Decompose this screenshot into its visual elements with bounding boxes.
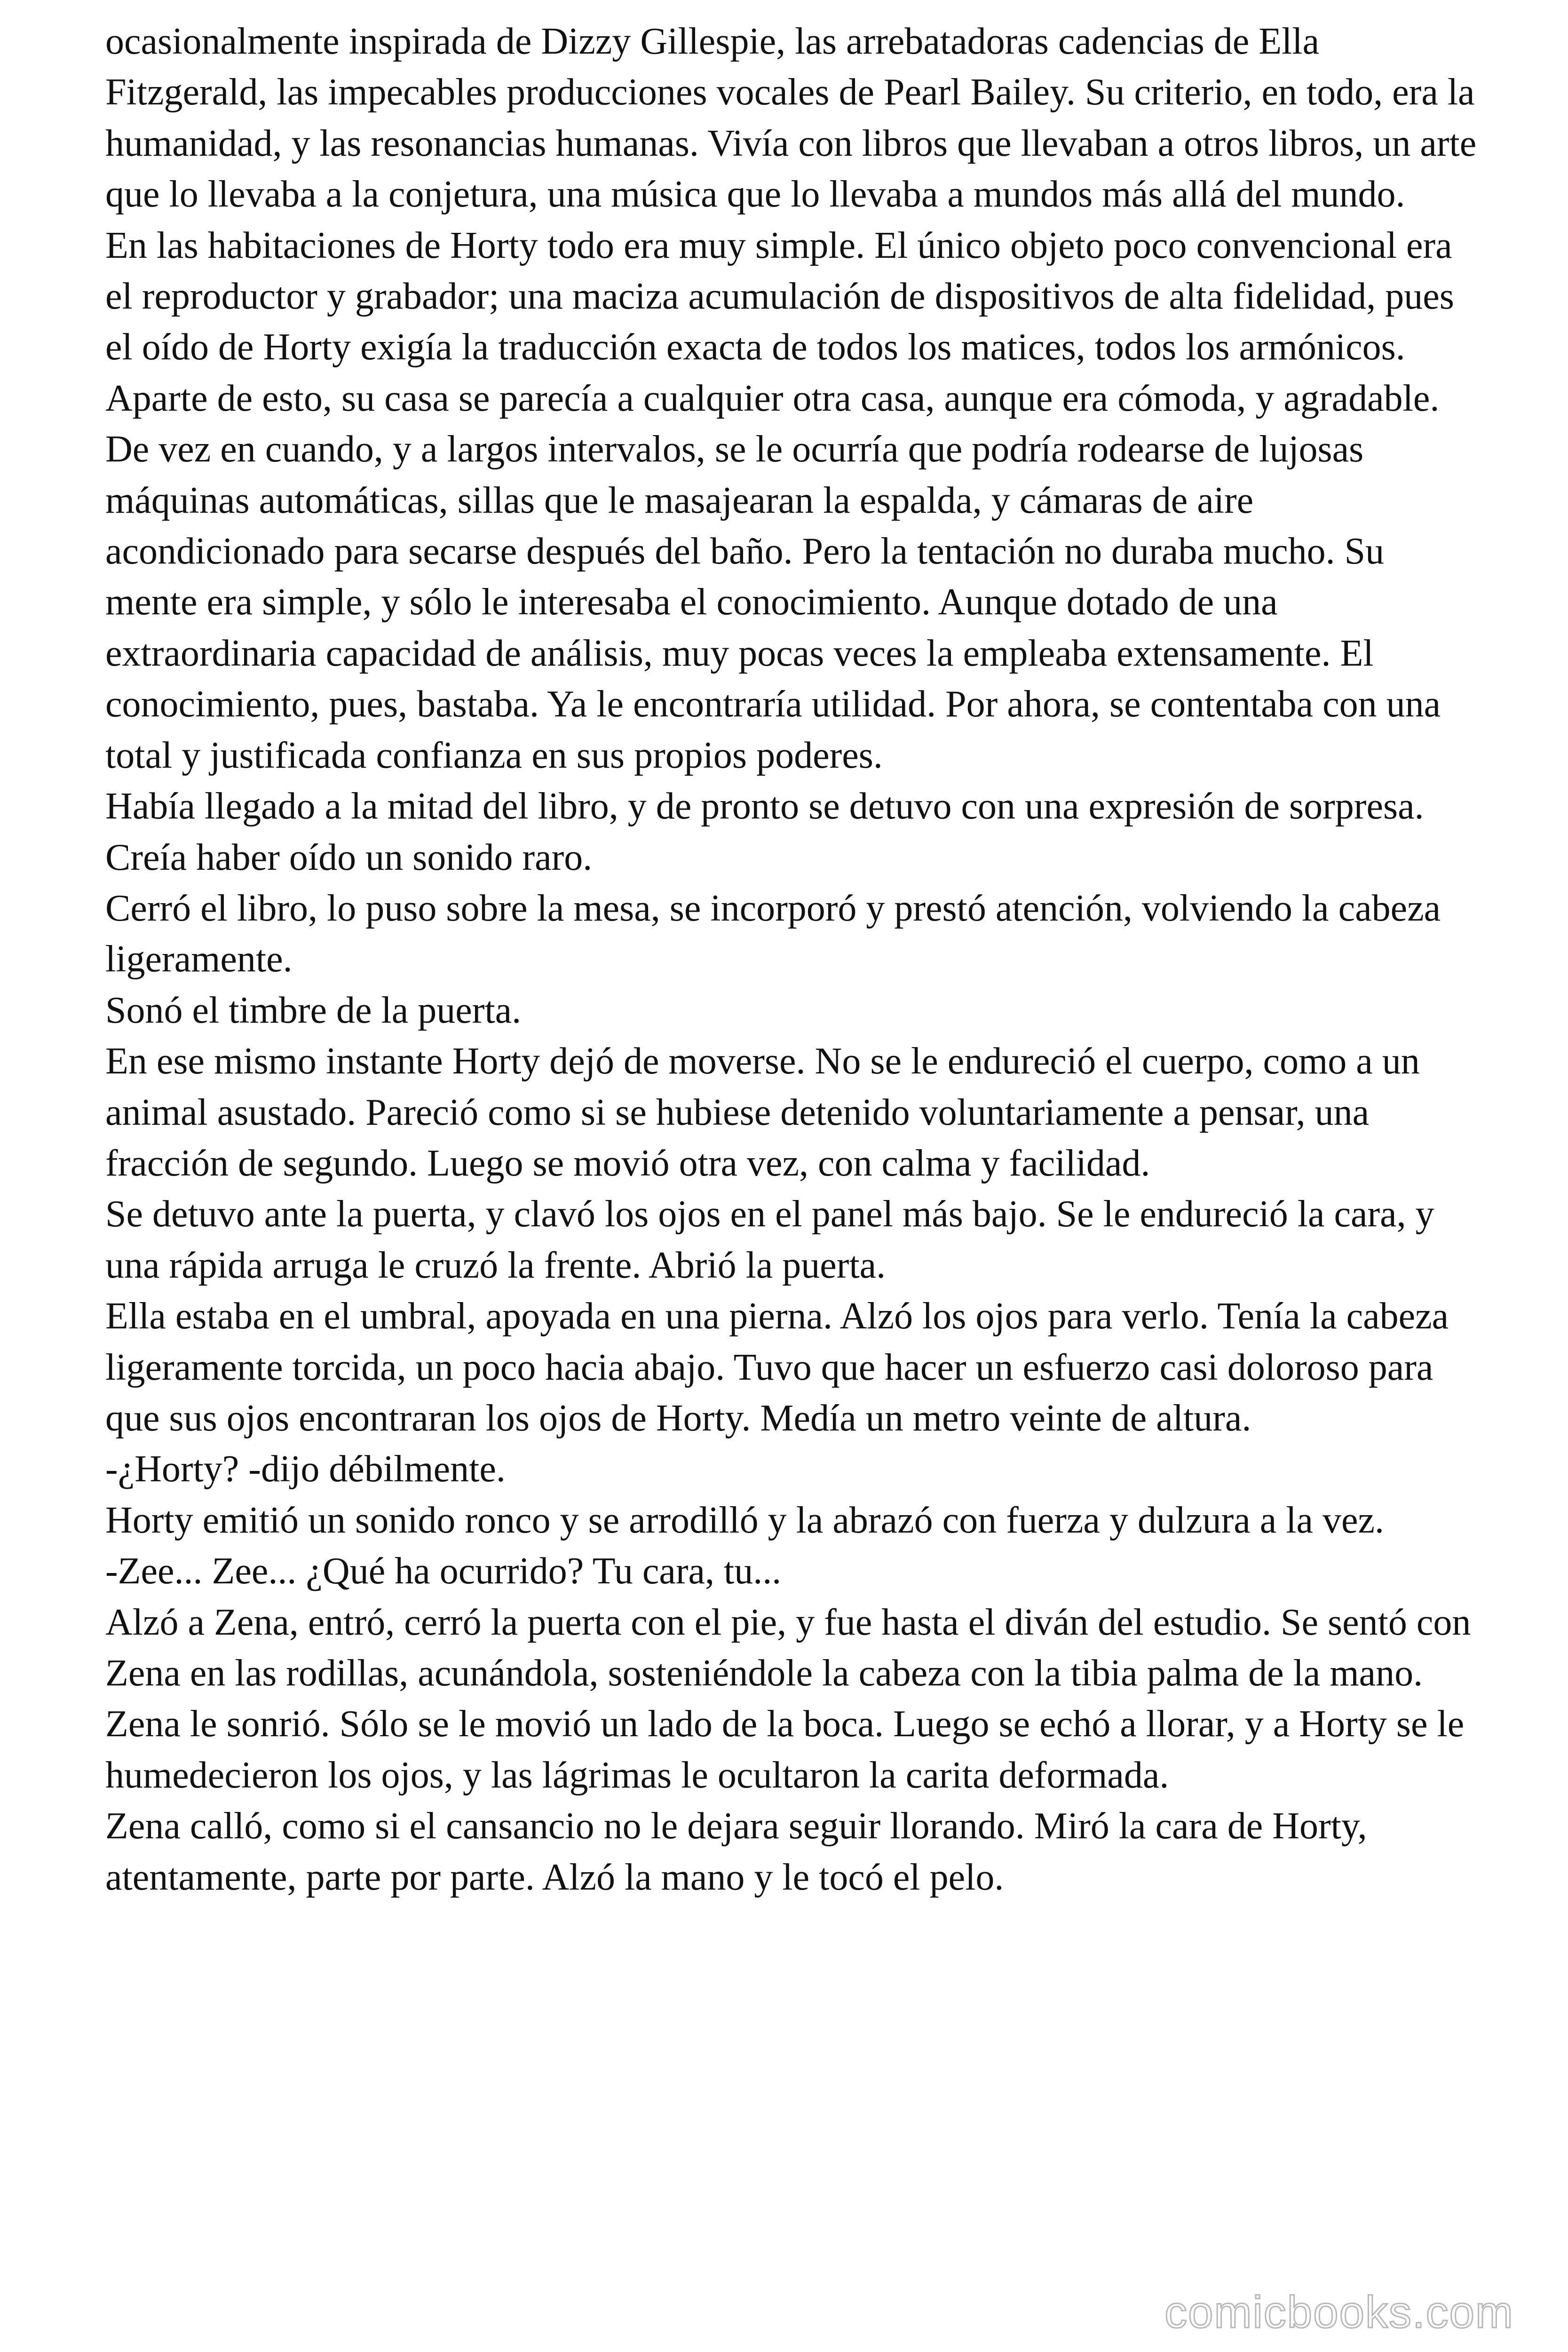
watermark-text: comicbooks.com — [1164, 2287, 1514, 2337]
paragraph-4: Cerró el libro, lo puso sobre la mesa, se incorporó y prestó atención, volviendo la cabeza ligeramente. — [105, 887, 1441, 980]
paragraph-7: Se detuvo ante la puerta, y clavó los ojos en el panel más bajo. Se le endureció la cara, y una rápida arruga le cruzó la frente. Abrió la puerta. — [105, 1193, 1434, 1286]
paragraph-9: -¿Horty? -dijo débilmente. — [105, 1448, 506, 1490]
paragraph-6: En ese mismo instante Horty dejó de moverse. No se le endureció el cuerpo, como a un animal asustado. Pareció como si se hubiese detenido voluntariamente a pensar, una fracción de segundo. Luego se movió otra vez, con calma y facilidad. — [105, 1041, 1420, 1184]
paragraph-1: ocasionalmente inspirada de Dizzy Gillespie, las arrebatadoras cadencias de Ella Fitzgerald, las impecables producciones vocales de Pearl Bailey. Su criterio, en todo, era la humanidad, y las resonancias humanas. Vivía con libros que llevaban a otros libros, un arte que lo llevaba a la conjetura, una música que lo llevaba a mundos más allá del mundo. — [105, 21, 1477, 215]
paragraph-11: -Zee... Zee... ¿Qué ha ocurrido? Tu cara, tu... — [105, 1550, 782, 1592]
page-body-text — [105, 16, 1479, 1903]
paragraph-10: Horty emitió un sonido ronco y se arrodilló y la abrazó con fuerza y dulzura a la vez. — [105, 1499, 1385, 1541]
paragraph-3: Había llegado a la mitad del libro, y de pronto se detuvo con una expresión de sorpresa. Creía haber oído un sonido raro. — [105, 786, 1424, 878]
paragraph-5: Sonó el timbre de la puerta. — [105, 989, 522, 1031]
paragraph-13: Zena calló, como si el cansancio no le dejara seguir llorando. Miró la cara de Horty, atentamente, parte por parte. Alzó la mano y le tocó el pelo. — [105, 1805, 1367, 1898]
paragraph-12: Alzó a Zena, entró, cerró la puerta con el pie, y fue hasta el diván del estudio. Se sentó con Zena en las rodillas, acunándola, sosteniéndole la cabeza con la tibia palma de la mano. Zena le sonrió. Sólo se le movió un lado de la boca. Luego se echó a llorar, y a Horty se le humedecieron los ojos, y las lágrimas le ocultaron la carita deformada. — [105, 1601, 1471, 1796]
paragraph-8: Ella estaba en el umbral, apoyada en una pierna. Alzó los ojos para verlo. Tenía la cabeza ligeramente torcida, un poco hacia abajo. Tuvo que hacer un esfuerzo casi doloroso para que sus ojos encontraran los ojos de Horty. Medía un metro veinte de altura. — [105, 1295, 1449, 1439]
paragraph-2: En las habitaciones de Horty todo era muy simple. El único objeto poco convencional era el reproductor y grabador; una maciza acumulación de dispositivos de alta fidelidad, pues el oído de Horty exigía la traducción exacta de todos los matices, todos los armónicos. Aparte de esto, su casa se parecía a cualquier otra casa, aunque era cómoda, y agradable. De vez en cuando, y a largos intervalos, se le ocurría que podría rodearse de lujosas máquinas automáticas, sillas que le masajearan la espalda, y cámaras de aire acondicionado para secarse después del baño. Pero la tentación no duraba mucho. Su mente era simple, y sólo le interesaba el conocimiento. Aunque dotado de una extraordinaria capacidad de análisis, muy pocas veces la empleaba extensamente. El conocimiento, pues, bastaba. Ya le encontraría utilidad. Por ahora, se contentaba con una total y justificada confianza en sus propios poderes. — [105, 224, 1454, 776]
